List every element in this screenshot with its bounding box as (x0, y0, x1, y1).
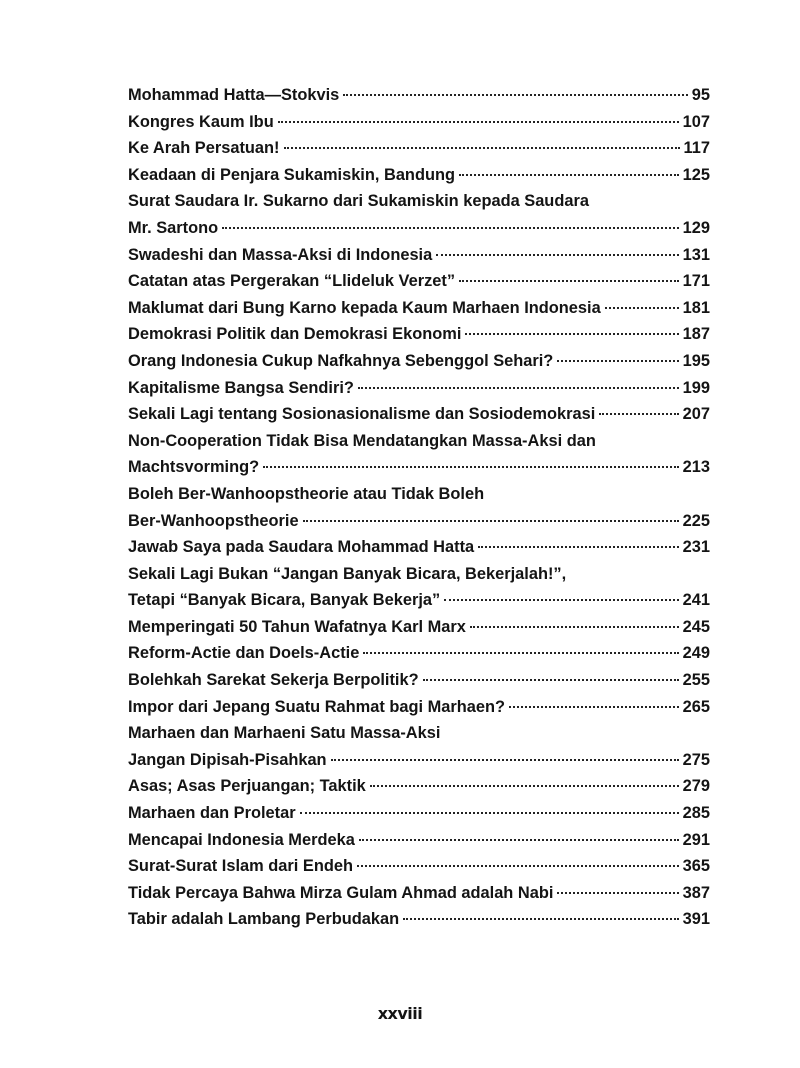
toc-entry-title: Maklumat dari Bung Karno kepada Kaum Marhaen Indonesia (128, 298, 601, 317)
toc-entry-page: 265 (682, 697, 710, 716)
page-number: xxviii (377, 1004, 423, 1023)
toc-entry-page: 241 (682, 591, 710, 610)
toc-entry-title: Sekali Lagi tentang Sosionasionalisme dan Sosiodemokrasi (128, 405, 596, 424)
toc-entry-title: Asas; Asas Perjuangan; Taktik (128, 777, 366, 796)
dot-leader (331, 759, 679, 761)
toc-entry-title: Catatan atas Pergerakan “Llideluk Verzet” (128, 272, 456, 291)
toc-entry-page: 391 (682, 910, 710, 929)
dot-leader (459, 174, 679, 176)
dot-leader (263, 466, 678, 468)
toc-entry-title: Reform-Actie dan Doels-Actie (128, 644, 360, 663)
toc-entry-title: Kapitalisme Bangsa Sendiri? (128, 378, 354, 397)
toc-entry-page: 187 (682, 325, 710, 344)
toc-entry-page: 125 (682, 165, 710, 184)
toc-entry (128, 135, 710, 162)
toc-entry-page: 171 (682, 272, 710, 291)
toc-entry-title-line: Surat Saudara Ir. Sukarno dari Sukamiskin kepada Saudara (128, 192, 589, 211)
dot-leader (599, 413, 678, 415)
toc-entry-title: Impor dari Jepang Suatu Rahmat bagi Marhaen? (128, 697, 506, 716)
dot-leader (403, 918, 679, 920)
toc-entry-title: Jangan Dipisah-Pisahkan (128, 750, 327, 769)
toc-entry-title: Ber-Wanhoopstheorie (128, 511, 299, 530)
toc-entry-title: Tabir adalah Lambang Perbudakan (128, 910, 400, 929)
toc-entry-page: 231 (682, 538, 710, 557)
toc-entry (128, 375, 710, 402)
toc-entry (128, 82, 710, 109)
dot-leader (358, 387, 679, 389)
toc-entry-title-line: Sekali Lagi Bukan “Jangan Banyak Bicara, Bekerjalah!”, (128, 564, 567, 583)
toc-entry-page: 199 (682, 378, 710, 397)
toc-entry-title: Demokrasi Politik dan Demokrasi Ekonomi (128, 325, 462, 344)
toc-entry (128, 853, 710, 880)
dot-leader (423, 679, 679, 681)
toc-entry-page: 279 (682, 777, 710, 796)
toc-entry-page: 181 (682, 298, 710, 317)
dot-leader (459, 280, 679, 282)
toc-entry-page: 195 (682, 351, 710, 370)
toc-entry-page: 245 (682, 617, 710, 636)
toc-entry-page: 291 (682, 830, 710, 849)
toc-entry-page: 207 (682, 405, 710, 424)
dot-leader (465, 333, 678, 335)
dot-leader (557, 360, 678, 362)
toc-entry-page: 275 (682, 750, 710, 769)
toc-entry (128, 295, 710, 322)
toc-entry (128, 906, 710, 933)
toc-entry (128, 481, 710, 534)
toc-entry-title: Tidak Percaya Bahwa Mirza Gulam Ahmad adalah Nabi (128, 883, 554, 902)
dot-leader (557, 892, 678, 894)
toc-entry-title: Ke Arah Persatuan! (128, 139, 280, 158)
toc-entry (128, 720, 710, 773)
toc-entry-page: 285 (682, 804, 710, 823)
toc-entry-title: Mencapai Indonesia Merdeka (128, 830, 355, 849)
dot-leader (509, 706, 679, 708)
table-of-contents (128, 82, 710, 933)
dot-leader (278, 121, 679, 123)
toc-entry-title: Surat-Surat Islam dari Endeh (128, 857, 353, 876)
toc-entry-title: Bolehkah Sarekat Sekerja Berpolitik? (128, 671, 419, 690)
toc-entry (128, 773, 710, 800)
dot-leader (470, 626, 679, 628)
toc-entry-page: 107 (682, 112, 710, 131)
toc-entry (128, 561, 710, 614)
toc-entry-page: 365 (682, 857, 710, 876)
toc-entry-page: 95 (691, 86, 710, 104)
dot-leader (370, 785, 679, 787)
toc-entry (128, 534, 710, 561)
toc-entry (128, 640, 710, 667)
toc-entry (128, 800, 710, 827)
toc-entry (128, 242, 710, 269)
dot-leader (444, 599, 678, 601)
toc-entry-page: 387 (682, 883, 710, 902)
toc-entry-title: Marhaen dan Proletar (128, 804, 296, 823)
dot-leader (222, 227, 678, 229)
toc-entry-title: Jawab Saya pada Saudara Mohammad Hatta (128, 538, 475, 557)
toc-entry (128, 667, 710, 694)
toc-entry-title: Machtsvorming? (128, 458, 260, 477)
toc-entry (128, 321, 710, 348)
toc-entry (128, 880, 710, 907)
dot-leader (284, 147, 680, 149)
toc-entry-page: 255 (682, 671, 710, 690)
toc-entry-page: 117 (683, 139, 710, 158)
dot-leader (605, 307, 679, 309)
toc-entry-title-line: Marhaen dan Marhaeni Satu Massa-Aksi (128, 724, 441, 743)
dot-leader (363, 652, 678, 654)
toc-entry-page: 129 (682, 218, 710, 237)
toc-entry-title-line: Non-Cooperation Tidak Bisa Mendatangkan Massa-Aksi dan (128, 431, 596, 450)
dot-leader (343, 94, 687, 96)
toc-entry-title: Orang Indonesia Cukup Nafkahnya Sebenggol Sehari? (128, 351, 554, 370)
dot-leader (357, 865, 679, 867)
dot-leader (359, 839, 679, 841)
dot-leader (478, 546, 678, 548)
toc-entry (128, 694, 710, 721)
toc-entry (128, 268, 710, 295)
toc-entry-title: Mr. Sartono (128, 218, 219, 237)
toc-entry-title: Mohammad Hatta—Stokvis (128, 86, 340, 104)
toc-entry (128, 401, 710, 428)
dot-leader (436, 254, 678, 256)
dot-leader (300, 812, 679, 814)
toc-entry-title: Memperingati 50 Tahun Wafatnya Karl Marx (128, 617, 466, 636)
toc-entry (128, 188, 710, 241)
toc-entry-title: Keadaan di Penjara Sukamiskin, Bandung (128, 165, 455, 184)
toc-entry (128, 109, 710, 136)
toc-entry-title-line: Boleh Ber-Wanhoopstheorie atau Tidak Boleh (128, 484, 485, 503)
toc-entry (128, 348, 710, 375)
toc-entry (128, 614, 710, 641)
toc-entry-title: Swadeshi dan Massa-Aksi di Indonesia (128, 245, 433, 264)
toc-entry-page: 213 (682, 458, 710, 477)
dot-leader (303, 520, 679, 522)
toc-entry (128, 827, 710, 854)
toc-entry-title: Kongres Kaum Ibu (128, 112, 274, 131)
toc-entry-page: 225 (682, 511, 710, 530)
toc-entry-page: 131 (682, 245, 710, 264)
toc-entry-title: Tetapi “Banyak Bicara, Banyak Bekerja” (128, 591, 441, 610)
toc-entry (128, 428, 710, 481)
toc-entry-page: 249 (682, 644, 710, 663)
toc-entry (128, 162, 710, 189)
